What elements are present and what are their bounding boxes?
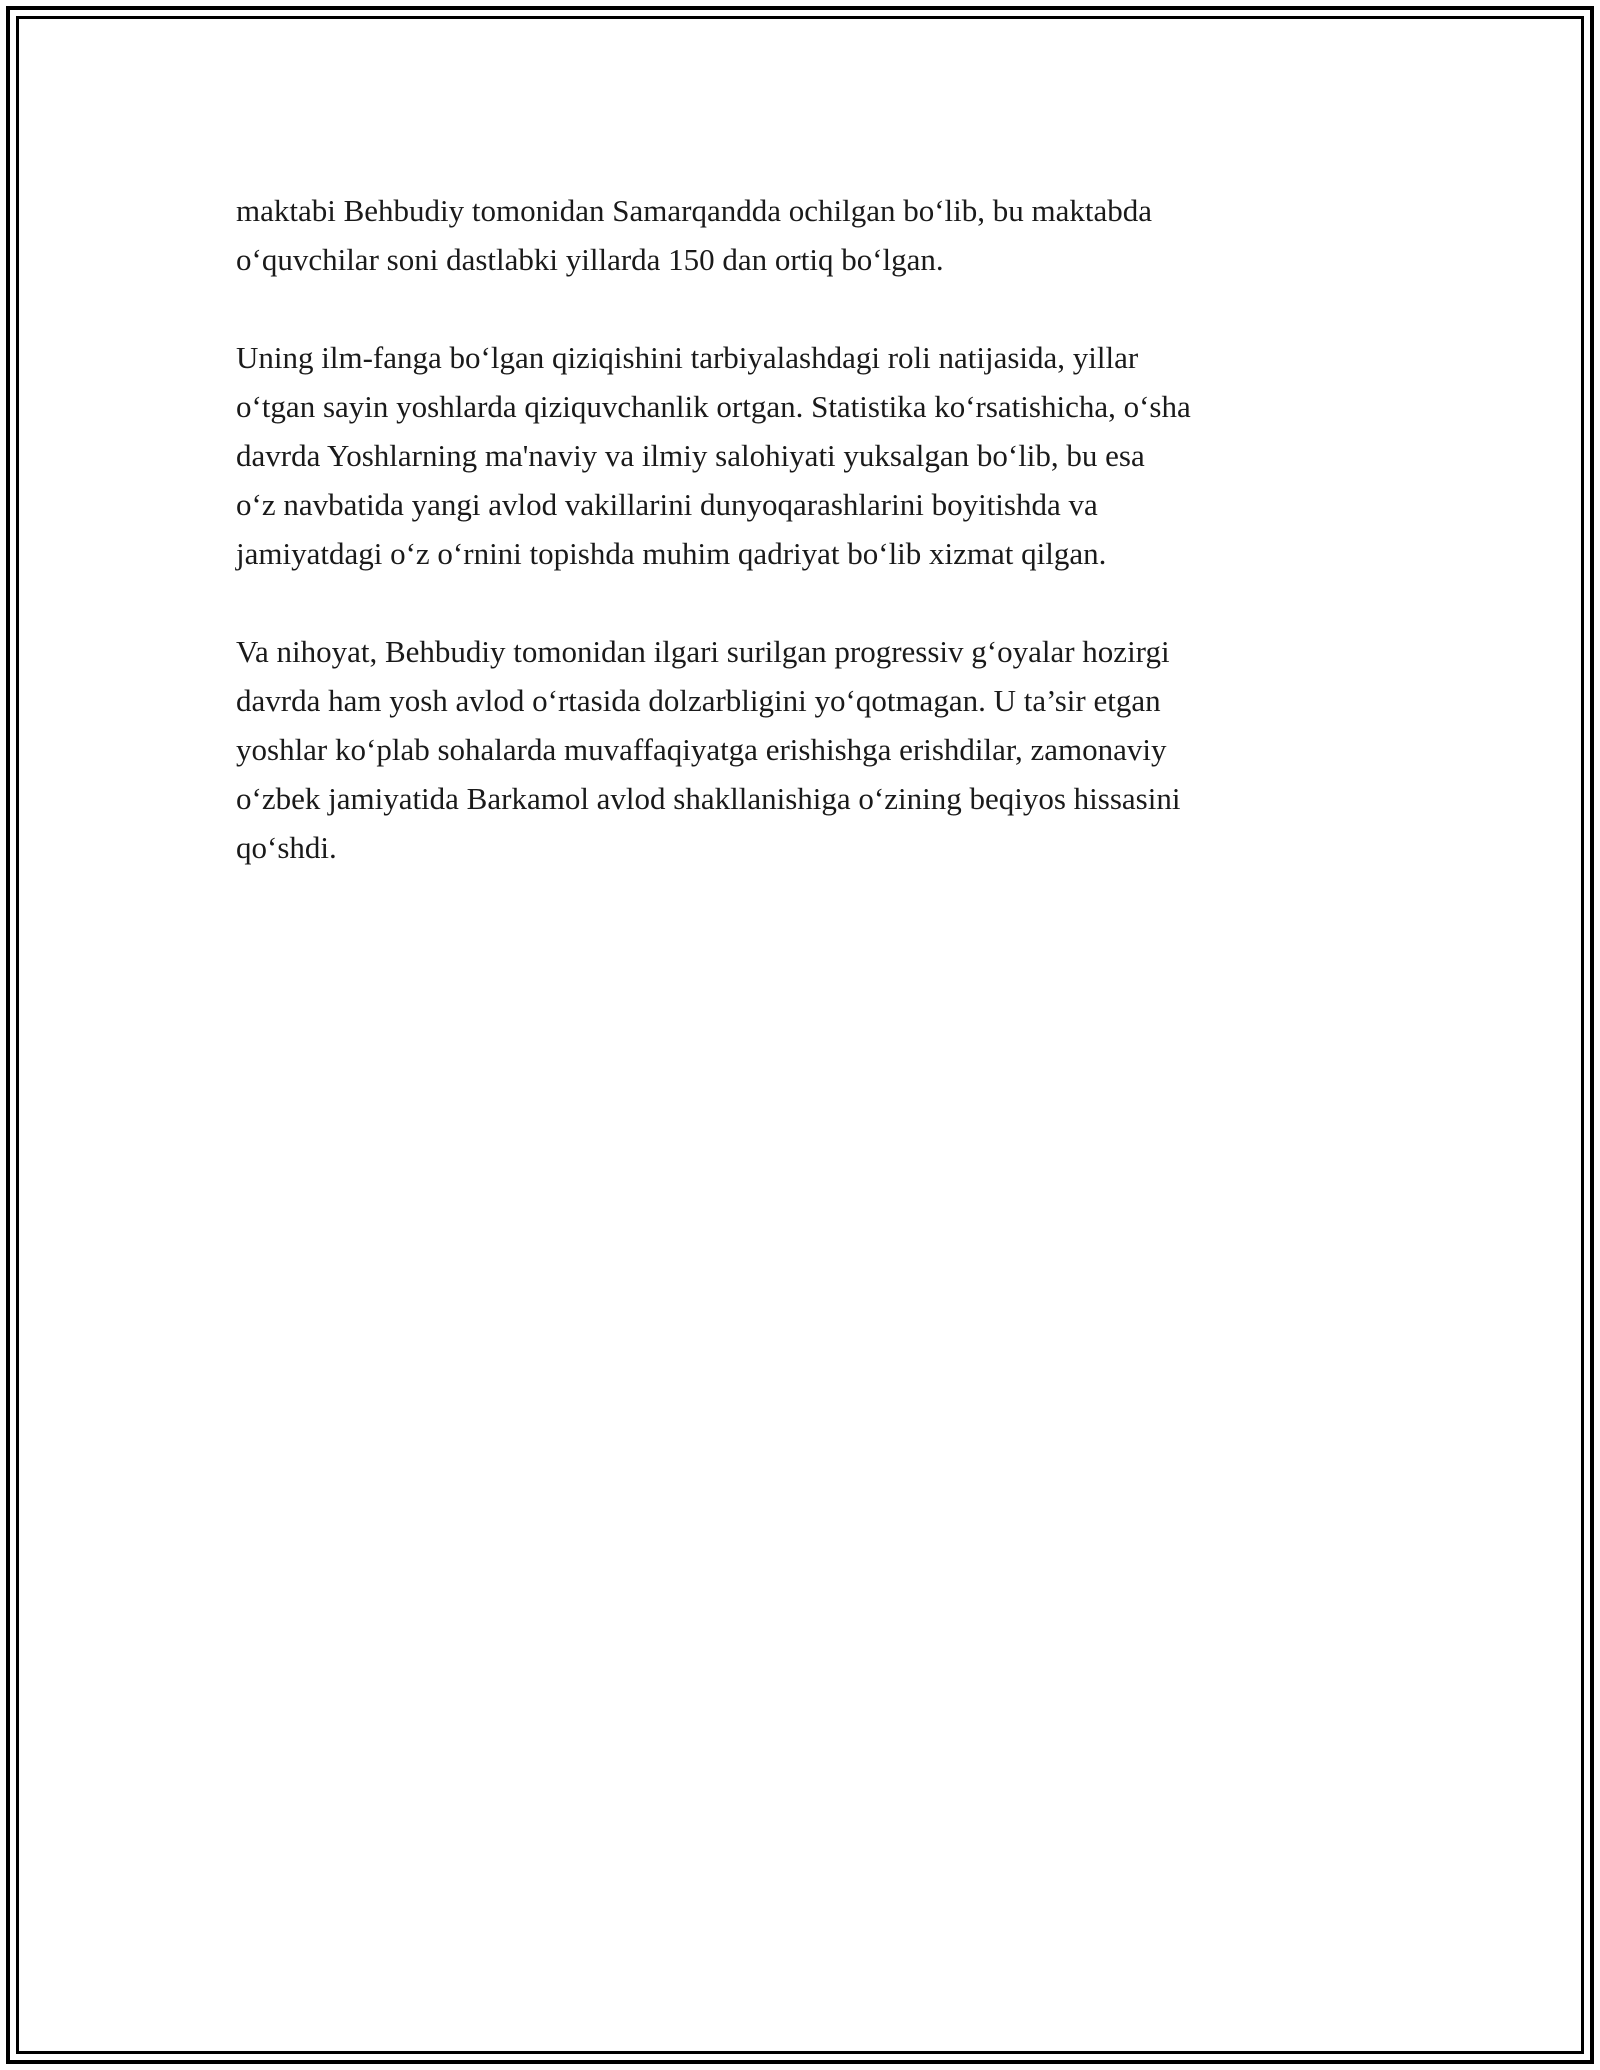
paragraph-2: Uning ilm-fanga bo‘lgan qiziqishini tarbiyalashdagi roli natijasida, yillar o‘tgan sayin yoshlarda qiziquvchanlik ortgan. Statistika ko‘rsatishicha, o‘sha davrda Yoshlarning ma'naviy va ilmiy salohiyati yuksalgan bo‘lib, bu esa o‘z navbatida yangi avlod vakillarini dunyoqarashlarini boyitishda va jamiyatdagi o‘z o‘rnini topishda muhim qadriyat bo‘lib xizmat qilgan. [236,340,1191,571]
document-body [236,186,1386,921]
paragraph-1: maktabi Behbudiy tomonidan Samarqandda ochilgan bo‘lib, bu maktabda o‘quvchilar soni dastlabki yillarda 150 dan ortiq bo‘lgan. [236,193,1153,277]
paragraph-3: Va nihoyat, Behbudiy tomonidan ilgari surilgan progressiv g‘oyalar hozirgi davrda ham yosh avlod o‘rtasida dolzarbligini yo‘qotmagan. U ta’sir etgan yoshlar ko‘plab sohalarda muvaffaqiyatga erishishga erishdilar, zamonaviy o‘zbek jamiyatida Barkamol avlod shakllanishiga o‘zining beqiyos hissasini qo‘shdi. [236,634,1181,865]
